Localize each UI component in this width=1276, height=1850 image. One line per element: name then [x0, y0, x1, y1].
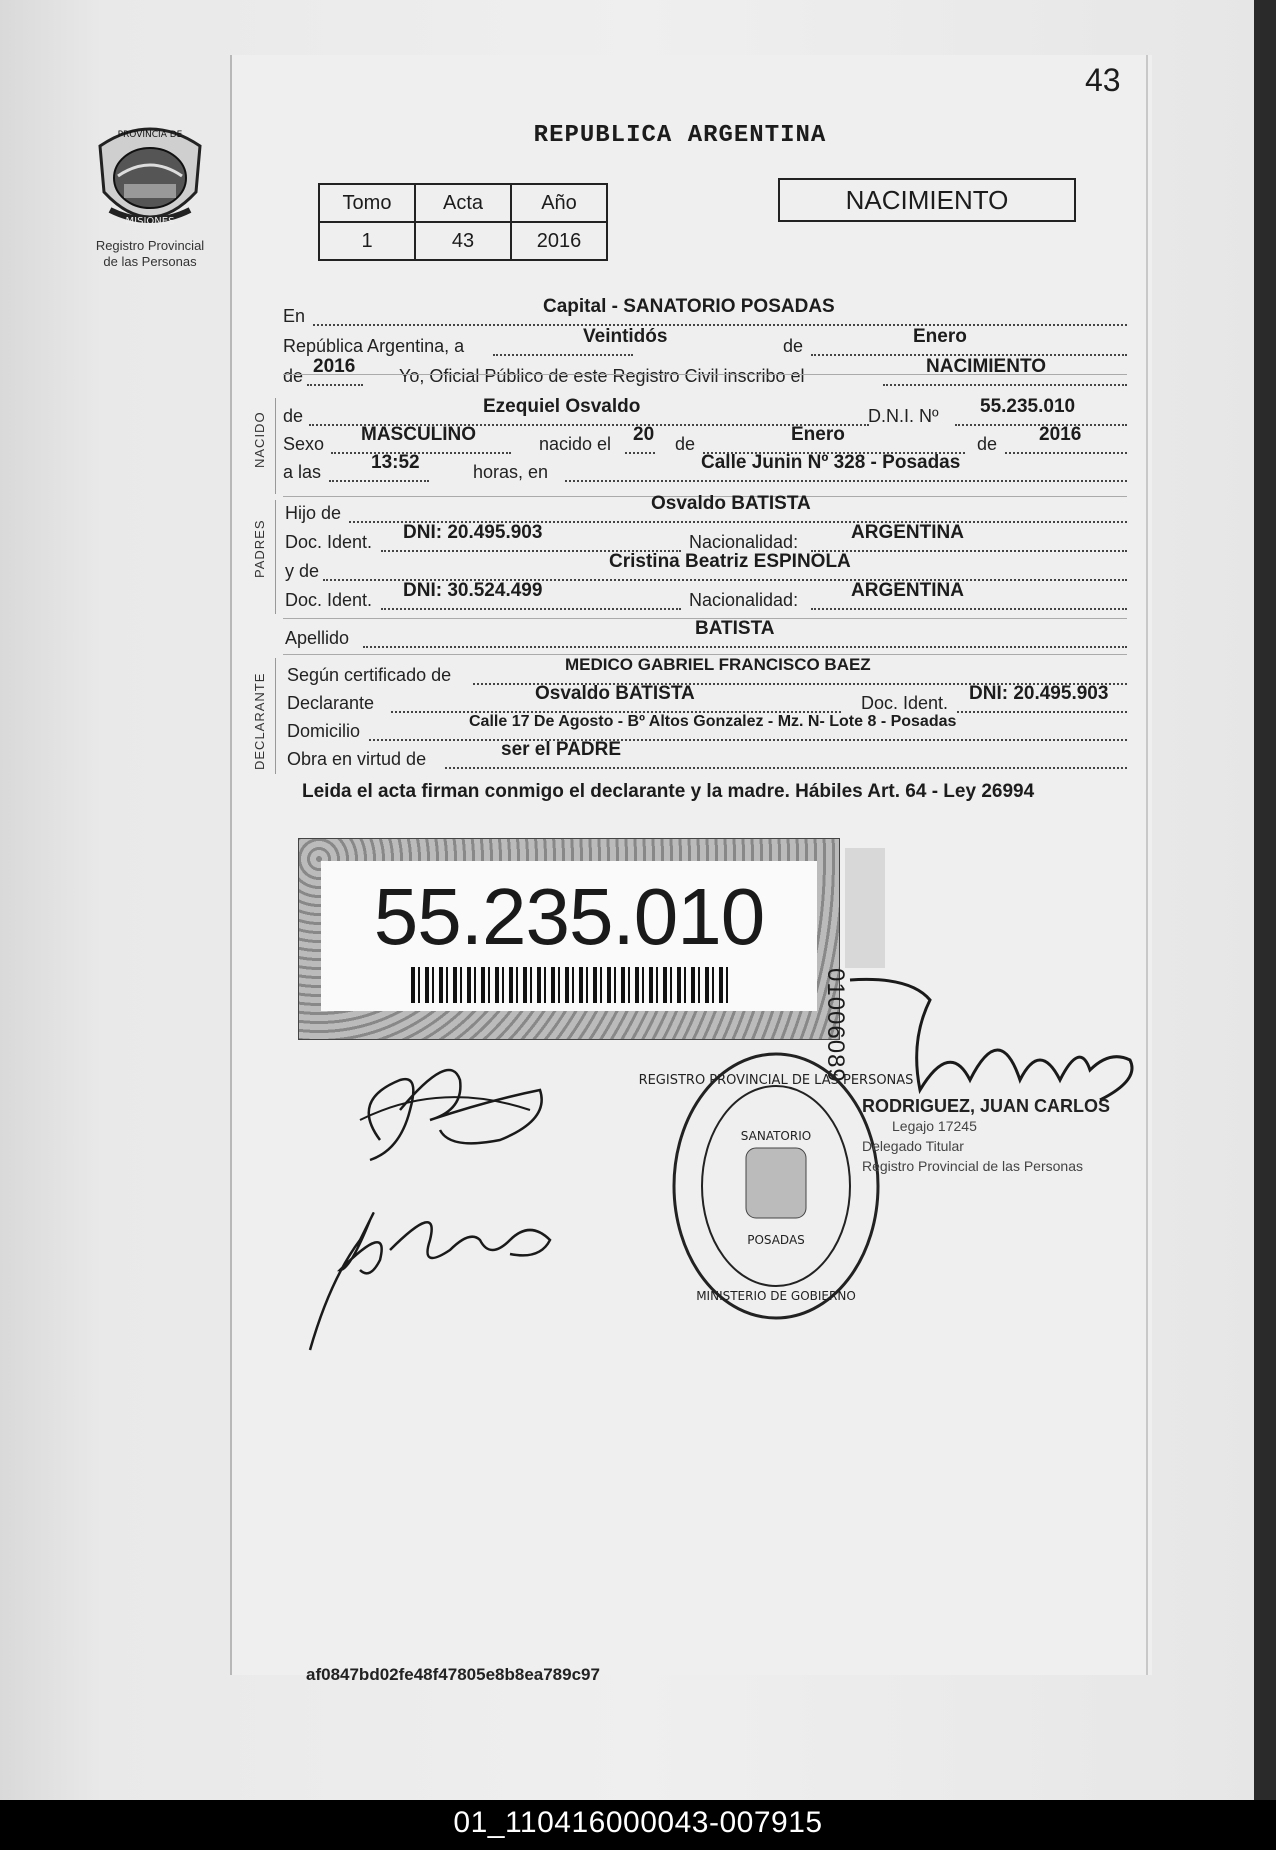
- child-sex: MASCULINO: [361, 424, 477, 445]
- row-sex-birth: Sexo MASCULINO nacido el 20 de Enero de 2016: [283, 434, 1127, 460]
- birth-day: 20: [633, 424, 655, 445]
- nacido-section-label: NACIDO: [252, 411, 267, 468]
- declarant-doc: DNI: 20.495.903: [969, 683, 1109, 704]
- record-table-values: [319, 222, 607, 260]
- official-role: Delegado Titular: [862, 1138, 964, 1154]
- svg-text:POSADAS: POSADAS: [747, 1233, 805, 1247]
- child-surname: BATISTA: [695, 618, 775, 639]
- child-name: Ezequiel Osvaldo: [483, 396, 641, 417]
- svg-text:MISIONES: MISIONES: [125, 216, 175, 227]
- registration-month: Enero: [913, 326, 967, 347]
- svg-text:REGISTRO PROVINCIAL DE LAS PER: REGISTRO PROVINCIAL DE LAS PERSONAS: [638, 1073, 914, 1088]
- row-mother-doc: Doc. Ident. DNI: 30.524.499 Nacionalidad: ARGENTINA: [283, 590, 1127, 616]
- row-surname: Apellido BATISTA: [283, 628, 1127, 654]
- official-name: RODRIGUEZ, JUAN CARLOS: [862, 1096, 1111, 1116]
- child-dni: 55.235.010: [980, 396, 1076, 417]
- mother-nationality: ARGENTINA: [851, 580, 964, 601]
- closing-statement: Leida el acta firman conmigo el declarante y la madre. Hábiles Art. 64 - Ley 26994: [302, 781, 1035, 802]
- row-declarant: Declarante Osvaldo BATISTA Doc. Ident. DNI: 20.495.903: [283, 693, 1127, 719]
- birth-place: Calle Junin Nº 328 - Posadas: [701, 452, 961, 473]
- place-of-registration: Capital - SANATORIO POSADAS: [543, 296, 835, 317]
- row-name: de Ezequiel Osvaldo D.N.I. Nº 55.235.010: [283, 406, 1127, 432]
- sticker-id-number: 55.235.010: [373, 872, 765, 961]
- official-office: Registro Provincial de las Personas: [862, 1158, 1083, 1174]
- inscription-type: NACIMIENTO: [926, 356, 1046, 377]
- anio-header: Año: [511, 184, 607, 222]
- record-type-box: NACIMIENTO: [778, 178, 1076, 222]
- birth-time: 13:52: [371, 452, 420, 473]
- birth-month: Enero: [791, 424, 845, 445]
- mother-name: Cristina Beatriz ESPINOLA: [609, 551, 851, 572]
- row-father-doc: Doc. Ident. DNI: 20.495.903 Nacionalidad: ARGENTINA: [283, 532, 1127, 558]
- father-name: Osvaldo BATISTA: [651, 493, 811, 514]
- row-capacity: Obra en virtud de ser el PADRE: [283, 749, 1127, 775]
- tomo-header: Tomo: [319, 184, 415, 222]
- row-certificate: Según certificado de MEDICO GABRIEL FRANCISCO BAEZ: [283, 665, 1127, 691]
- footer-file-code: 01_110416000043-007915: [453, 1806, 823, 1839]
- right-edge-shadow: [1254, 0, 1276, 1800]
- id-number-sticker: [298, 838, 840, 1040]
- certificate-issuer: MEDICO GABRIEL FRANCISCO BAEZ: [565, 655, 871, 674]
- barcode: [411, 967, 731, 1003]
- page-number: 43: [1085, 62, 1121, 98]
- right-margin-line: [1146, 55, 1148, 1675]
- official-legajo: Legajo 17245: [892, 1118, 977, 1134]
- document-hash: af0847bd02fe48f47805e8b8ea789c97: [306, 1665, 600, 1684]
- declarant-capacity: ser el PADRE: [501, 739, 622, 760]
- row-en: En Capital - SANATORIO POSADAS: [283, 306, 1127, 332]
- registration-day: Veintidós: [583, 326, 668, 347]
- acta-header: Acta: [415, 184, 511, 222]
- declarant-address: Calle 17 De Agosto - Bº Altos Gonzalez - Mz. N- Lote 8 - Posadas: [469, 713, 957, 730]
- sticker-side-code: 01006089: [845, 848, 885, 968]
- row-address: Domicilio Calle 17 De Agosto - Bº Altos Gonzalez - Mz. N- Lote 8 - Posadas: [283, 721, 1127, 747]
- registration-year: 2016: [313, 356, 356, 377]
- anio-value: 2016: [511, 222, 607, 260]
- coat-of-arms-logo: [90, 118, 210, 238]
- official-block: [862, 1096, 1110, 1176]
- logo-caption: Registro Provincial de las Personas: [95, 238, 205, 269]
- document-heading: REPUBLICA ARGENTINA: [533, 122, 827, 149]
- svg-text:PROVINCIA DE: PROVINCIA DE: [117, 130, 183, 140]
- mother-doc: DNI: 30.524.499: [403, 580, 543, 601]
- record-table-header: [319, 184, 607, 222]
- record-table: [318, 183, 608, 261]
- row-oficial: de 2016 Yo, Oficial Público de este Registro Civil inscribo el NACIMIENTO: [283, 366, 1127, 392]
- tomo-value: 1: [319, 222, 415, 260]
- acta-value: 43: [415, 222, 511, 260]
- row-father: Hijo de Osvaldo BATISTA: [283, 503, 1127, 529]
- father-nationality: ARGENTINA: [851, 522, 964, 543]
- row-date: República Argentina, a Veintidós de Enero: [283, 336, 1127, 362]
- birth-year: 2016: [1039, 424, 1082, 445]
- row-time-place: a las 13:52 horas, en Calle Junin Nº 328 - Posadas: [283, 462, 1127, 488]
- row-mother: y de Cristina Beatriz ESPINOLA: [283, 561, 1127, 587]
- father-doc: DNI: 20.495.903: [403, 522, 543, 543]
- declarante-section-label: DECLARANTE: [252, 672, 267, 770]
- mother-signature: [300, 1180, 560, 1360]
- svg-text:MINISTERIO DE GOBIERNO: MINISTERIO DE GOBIERNO: [696, 1289, 856, 1303]
- declarant-signature: [340, 1040, 560, 1170]
- declarant-name: Osvaldo BATISTA: [535, 683, 695, 704]
- svg-text:SANATORIO: SANATORIO: [740, 1129, 812, 1143]
- padres-section-label: PADRES: [252, 519, 267, 578]
